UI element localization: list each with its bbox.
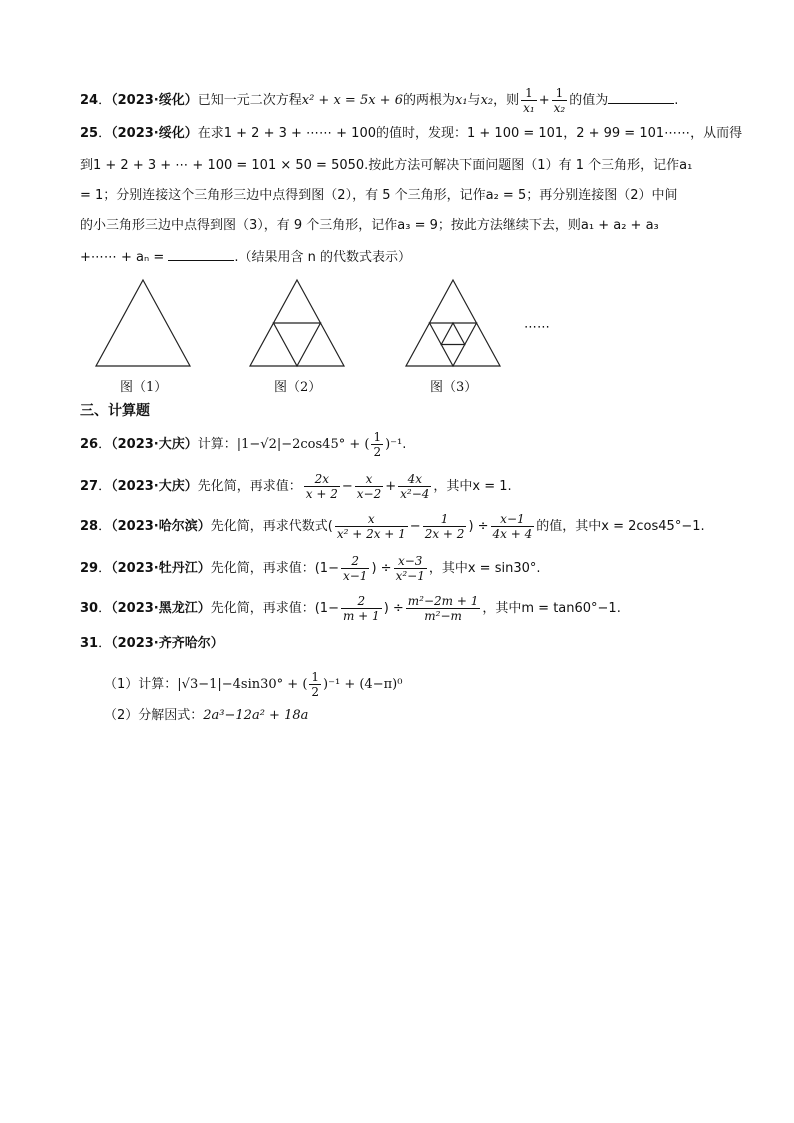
fraction: $\frac{1}{2}$	[373, 430, 382, 459]
question-number: 24	[80, 93, 99, 108]
question-25-line-5: +⋯⋯ + aₙ = .（结果用含 n 的代数式表示）	[80, 250, 411, 265]
question-31: 31．（2023·齐齐哈尔）	[80, 636, 224, 651]
fraction: $\frac{1}{\text{x₁}}$	[523, 86, 535, 115]
answer-blank[interactable]	[168, 248, 234, 261]
question-25-line-1: 25．（2023·绥化）在求1 + 2 + 3 + ⋯⋯ + 100的值时，发现：1 + 100 = 101，2 + 99 = 101⋯⋯，从而得	[80, 126, 743, 141]
figure-3-caption: 图（3）	[430, 380, 478, 395]
question-26: 26．（2023·大庆）计算：|1−√2|−2cos45° + ( $\frac{1}{2}$ )⁻¹.	[80, 430, 407, 459]
figure-2-caption: 图（2）	[274, 380, 322, 395]
question-25-line-4: 的小三角形三边中点得到图（3），有 9 个三角形，记作a₃ = 9；按此方法继续下去，则a₁ + a₂ + a₃	[80, 218, 659, 233]
fraction: $\frac{1}{2}$	[311, 670, 320, 699]
question-source: （2023·绥化）	[111, 126, 198, 141]
question-25-line-3: = 1；分别连接这个三角形三边中点得到图（2），有 5 个三角形，记作a₂ = 5；再分别连接图（2）中间	[80, 188, 678, 203]
question-30: 30．（2023·黑龙江）先化简，再求值：(1− $\frac{2}{m + 1}$ ) ÷ $\frac{\text{m²−2m + 1}}{\text{m²−m}}$ ，其中m = tan60°−1.	[80, 594, 621, 623]
ellipsis: ⋯⋯	[524, 320, 550, 335]
question-number: 25	[80, 126, 99, 141]
fraction: $\frac{1}{\text{x₂}}$	[553, 86, 566, 115]
section-title: 三、计算题	[80, 403, 150, 419]
question-24: 24．（2023·绥化）已知一元二次方程x² + x = 5x + 6的两根为x₁与x₂，则 $\frac{1}{\text{x₁}}$ + $\frac{1}{\text{x₂}}$ 的值为 .	[80, 86, 679, 115]
question-29: 29．（2023·牡丹江）先化简，再求值：(1− $\frac{2}{x-1}$ ) ÷ $\frac{x-3}{\text{x²−1}}$ ，其中x = sin30°.	[80, 554, 541, 583]
question-28: 28．（2023·哈尔滨）先化简，再求代数式( $\frac{x}{\text{x² + 2x + 1}}$ − $\frac{1}{2x + 2}$ ) ÷ $\frac{x-1}{4x + 4}$ 的值，其中x = 2cos45°−1.	[80, 512, 705, 541]
figure-2-triangle	[248, 278, 346, 368]
question-27: 27．（2023·大庆）先化简，再求值： $\frac{2x}{x + 2}$ − $\frac{x}{x-2}$ + $\frac{4x}{\text{x²−4}}$ ，其中x = 1.	[80, 472, 512, 501]
question-31-part-2: （2）分解因式：2a³−12a² + 18a	[104, 708, 309, 723]
answer-blank[interactable]	[608, 91, 674, 104]
question-25-line-2: 到1 + 2 + 3 + ⋯ + 100 = 101 × 50 = 5050.按此方法可解决下面问题图（1）有 1 个三角形，记作a₁	[80, 158, 693, 173]
question-source: （2023·绥化）	[111, 93, 198, 108]
figure-3-triangle	[404, 278, 502, 368]
figure-1-triangle	[94, 278, 192, 368]
question-31-part-1: （1）计算：|√3−1|−4sin30° + ( $\frac{1}{2}$ )⁻¹ + (4−π)⁰	[104, 670, 403, 699]
figure-1-caption: 图（1）	[120, 380, 168, 395]
